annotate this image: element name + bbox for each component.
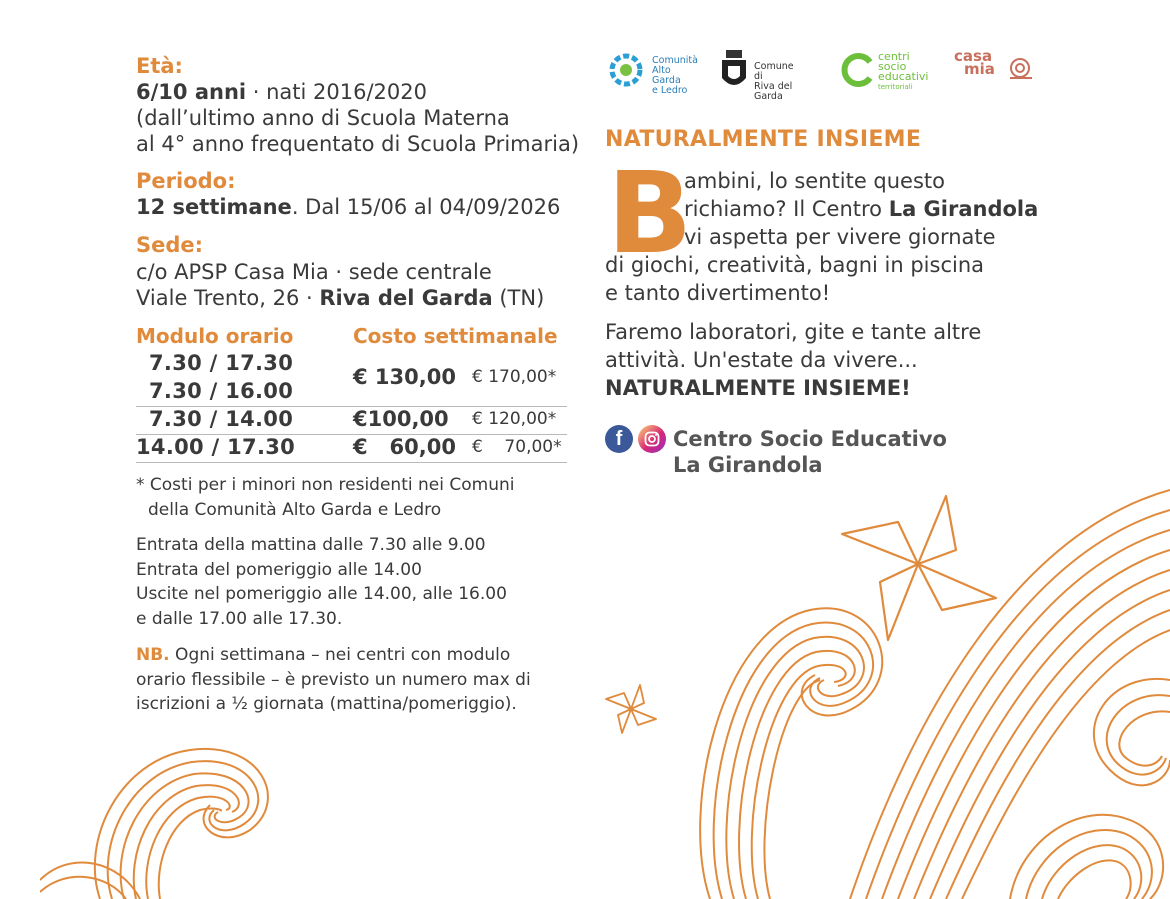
comunita-logo-icon <box>602 46 650 94</box>
table-row-1-price-nonres: € 170,00* <box>472 367 557 387</box>
centri-logo-icon <box>840 52 876 88</box>
table-row-2-time: 7.30 / 14.00 <box>149 407 294 431</box>
footnote-line2: della Comunità Alto Garda e Ledro <box>148 499 442 520</box>
table-header-costo: Costo settimanale <box>353 324 558 348</box>
nb-label: NB. <box>136 645 170 665</box>
footnote-line1: Costi per i minori non residenti nei Comuni <box>149 475 515 495</box>
periodo-text <box>136 194 560 220</box>
intro-line4: di giochi, creatività, bagni in piscina <box>605 253 985 277</box>
periodo-label: Periodo: <box>136 169 236 193</box>
eta-line2: (dall’ultimo anno di Scuola Materna <box>136 106 510 130</box>
orari-line: Uscite nel pomeriggio alle 14.00, alle 16.00 <box>136 584 507 604</box>
intro-block-indented <box>684 167 1038 251</box>
p2-line2: attività. Un'estate da vivere... <box>605 348 918 372</box>
sede-line2a: Viale Trento, 26 · <box>136 286 320 310</box>
orari-line: Entrata della mattina dalle 7.30 alle 9.00 <box>136 535 486 555</box>
facebook-icon[interactable]: f <box>605 425 633 453</box>
nb-line3: iscrizioni a ½ giornata (mattina/pomeriggio). <box>136 694 517 714</box>
footnote-star: * <box>136 475 145 495</box>
sede-line2b: (TN) <box>492 286 545 310</box>
p2-line1: Faremo laboratori, gite e tante altre <box>605 320 982 344</box>
drop-cap: B <box>607 149 693 279</box>
intro-line5: e tanto divertimento! <box>605 281 831 305</box>
orari-block <box>136 533 507 631</box>
orari-line: Entrata del pomeriggio alle 14.00 <box>136 559 422 580</box>
table-row-3-price-nonres: € 70,00* <box>472 437 562 457</box>
social-line1: Centro Socio Educativo <box>673 427 947 451</box>
sede-label: Sede: <box>136 233 204 257</box>
nb-line2: orario flessibile – è previsto un numero max di <box>136 669 531 690</box>
instagram-icon[interactable] <box>638 425 666 453</box>
sede-line2bold: Riva del Garda <box>319 286 493 310</box>
social-handle[interactable] <box>673 426 947 478</box>
table-row-1-time-b: 7.30 / 16.00 <box>149 379 294 403</box>
table-row-1-price: € 130,00 <box>353 365 456 389</box>
table-row-3-time: 14.00 / 17.30 <box>136 435 296 459</box>
comunita-logo-text: Comunità Alto Garda e Ledro <box>652 55 698 96</box>
intro-line1: ambini, lo sentite questo <box>684 169 945 193</box>
second-paragraph <box>605 318 981 402</box>
comune-logo <box>718 46 794 102</box>
intro-block <box>605 251 984 307</box>
eta-rest: · nati 2016/2020 <box>246 80 428 104</box>
wave-decoration <box>610 480 1170 899</box>
centri-logo <box>840 50 929 92</box>
comune-logo-text: Comune di Riva del Garda <box>754 61 794 102</box>
table-row-2-price: €100,00 <box>353 407 449 431</box>
comunita-logo <box>602 46 698 98</box>
periodo-rest: . Dal 15/06 al 04/09/2026 <box>291 195 561 219</box>
orari-line: e dalle 17.00 alle 17.30. <box>136 608 343 629</box>
intro-line2-bold: La Girandola <box>888 197 1039 221</box>
eta-bold: 6/10 anni <box>136 80 247 104</box>
logos-bar <box>602 44 1042 102</box>
intro-line2a: richiamo? Il Centro <box>684 197 889 221</box>
p2-line3: NATURALMENTE INSIEME! <box>605 376 911 400</box>
table-row-1-time-a: 7.30 / 17.30 <box>149 351 294 375</box>
table-row-3-price: € 60,00 <box>353 435 456 459</box>
periodo-bold: 12 settimane <box>136 195 292 219</box>
nb-line1: Ogni settimana – nei centri con modulo <box>169 645 511 665</box>
wave-decoration <box>40 730 300 899</box>
snail-icon <box>1006 50 1034 80</box>
comune-crest-icon <box>718 46 750 94</box>
social-line2: La Girandola <box>673 453 823 477</box>
eta-text <box>136 79 579 157</box>
page-title: NATURALMENTE INSIEME <box>605 127 922 152</box>
sede-line1: c/o APSP Casa Mia · sede centrale <box>136 260 492 284</box>
table-row-2-price-nonres: € 120,00* <box>472 409 557 429</box>
eta-line3: al 4° anno frequentato di Scuola Primaria) <box>136 132 580 156</box>
table-header-modulo: Modulo orario <box>136 324 294 348</box>
eta-label: Età: <box>136 54 183 78</box>
sede-text <box>136 259 544 311</box>
nb-block <box>136 643 531 717</box>
intro-line3: vi aspetta per vivere giornate <box>684 225 996 249</box>
table-divider <box>136 462 567 463</box>
footnote <box>136 473 514 522</box>
centri-logo-text: centri socio educativi territoriali <box>878 50 929 91</box>
casamia-logo: casa mia <box>954 50 995 76</box>
